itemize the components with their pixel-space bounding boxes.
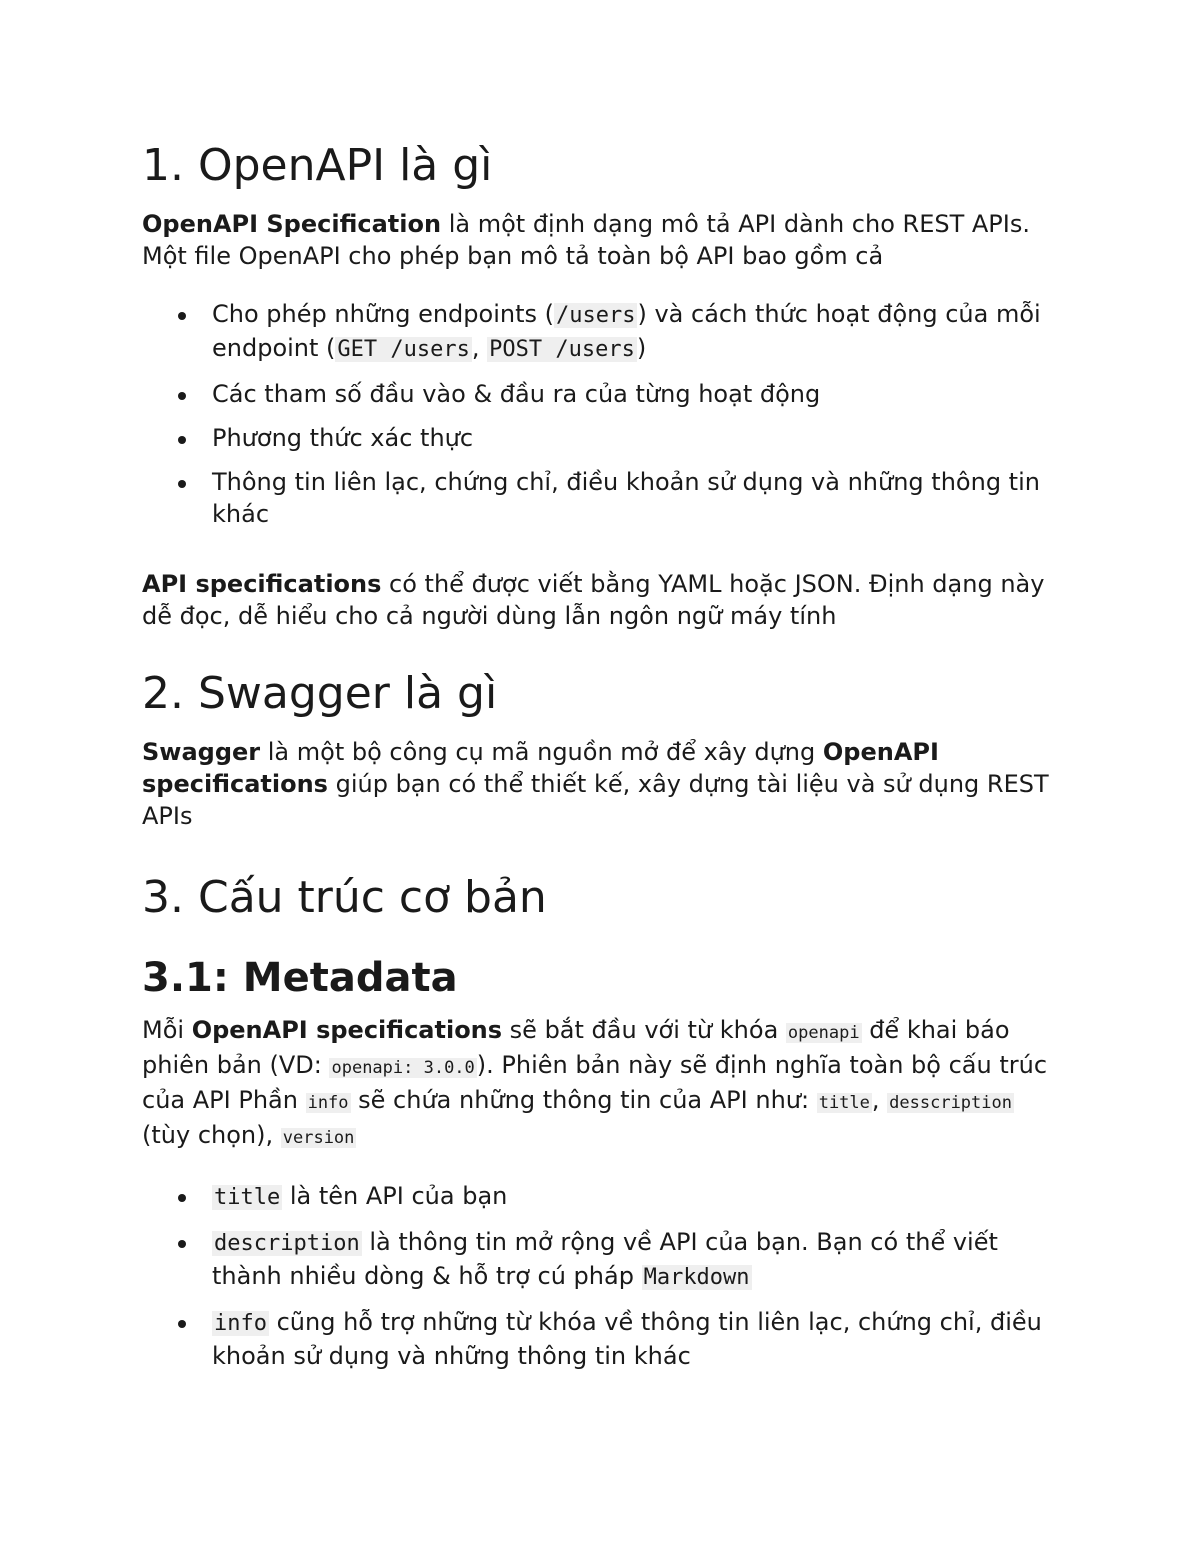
list-text: là thông tin mở rộng về API của bạn. Bạn có thể viết thành nhiều dòng & hỗ trợ cú pháp — [212, 1228, 998, 1290]
bold-term: API specifications — [142, 570, 382, 598]
paragraph-text: sẽ chứa những thông tin của API như: — [350, 1086, 817, 1114]
inline-code: GET /users — [337, 337, 470, 362]
inline-code: desscription — [889, 1093, 1012, 1113]
bold-term: OpenAPI specifications — [191, 1016, 503, 1044]
list-item — [142, 1226, 1062, 1294]
section-3-1-heading: 3.1: Metadata — [142, 955, 458, 1001]
inline-code: title — [818, 1093, 870, 1113]
paragraph-text: có thể được viết bằng YAML hoặc JSON. Định dạng này dễ đọc, dễ hiểu cho cả người dùng lẫn ngôn ngữ máy tính — [142, 570, 1045, 630]
list-text: , — [471, 334, 488, 362]
bullet-icon — [178, 436, 186, 444]
paragraph-text: ). Phiên bản này sẽ định nghĩa toàn bộ cấu trúc của API Phần — [142, 1051, 1048, 1114]
section-3-1-paragraph — [142, 1014, 1062, 1154]
list-text: ) và cách thức hoạt động của mỗi endpoint ( — [212, 300, 1041, 362]
section-3-heading: 3. Cấu trúc cơ bản — [142, 872, 547, 923]
list-text: Các tham số đầu vào & đầu ra của từng hoạt động — [212, 380, 821, 408]
list-item — [142, 1180, 1062, 1214]
bullet-icon — [178, 392, 186, 400]
inline-code: POST /users — [489, 337, 635, 362]
bold-term: Swagger — [142, 738, 261, 766]
inline-code: description — [214, 1231, 360, 1256]
list-text: là tên API của bạn — [282, 1182, 508, 1210]
document-content — [142, 138, 1062, 1384]
section-1-list — [142, 298, 1062, 530]
intro-text: là một định dạng mô tả API dành cho REST APIs. Một file OpenAPI cho phép bạn mô tả toàn bộ API bao gồm cả — [142, 210, 1030, 270]
section-3-1-list — [142, 1180, 1062, 1372]
section-1-heading: 1. OpenAPI là gì — [142, 140, 493, 191]
list-item — [142, 422, 1062, 454]
paragraph-text: giúp bạn có thể thiết kế, xây dựng tài liệu và sử dụng REST APIs — [142, 770, 1049, 830]
bullet-icon — [178, 312, 186, 320]
inline-code: title — [214, 1185, 281, 1210]
list-item — [142, 298, 1062, 366]
inline-code: openapi: 3.0.0 — [331, 1058, 475, 1078]
section-2-paragraph — [142, 736, 1062, 832]
paragraph-text: để khai báo phiên bản (VD: — [142, 1016, 1010, 1079]
bullet-icon — [178, 1320, 186, 1328]
paragraph-text: Mỗi — [142, 1016, 192, 1044]
inline-code: info — [214, 1311, 267, 1336]
bold-term: OpenAPI specifications — [142, 738, 939, 798]
inline-code: Markdown — [643, 1265, 750, 1290]
paragraph-text: (tùy chọn), — [142, 1121, 281, 1149]
section-2-heading: 2. Swagger là gì — [142, 668, 498, 719]
list-item — [142, 378, 1062, 410]
bullet-icon — [178, 1240, 186, 1248]
section-1-intro — [142, 208, 1062, 272]
inline-code: openapi — [787, 1023, 860, 1043]
list-text: Thông tin liên lạc, chứng chỉ, điều khoản sử dụng và những thông tin khác — [212, 468, 1040, 528]
inline-code: info — [307, 1093, 349, 1113]
bullet-icon — [178, 1194, 186, 1202]
inline-code: version — [282, 1128, 355, 1148]
list-item — [142, 1306, 1062, 1372]
list-text: Cho phép những endpoints ( — [212, 300, 554, 328]
list-item — [142, 466, 1062, 530]
inline-code: /users — [555, 303, 636, 328]
list-text: Phương thức xác thực — [212, 424, 474, 452]
paragraph-text: , — [871, 1086, 888, 1114]
bullet-icon — [178, 480, 186, 488]
paragraph-text: sẽ bắt đầu với từ khóa — [502, 1016, 786, 1044]
list-text: ) — [636, 334, 647, 362]
section-1-paragraph-2 — [142, 568, 1062, 632]
paragraph-text: là một bộ công cụ mã nguồn mở để xây dựng — [260, 738, 823, 766]
list-text: cũng hỗ trợ những từ khóa về thông tin liên lạc, chứng chỉ, điều khoản sử dụng và những thông tin khác — [212, 1308, 1042, 1370]
intro-bold-term: OpenAPI Specification — [142, 210, 442, 238]
